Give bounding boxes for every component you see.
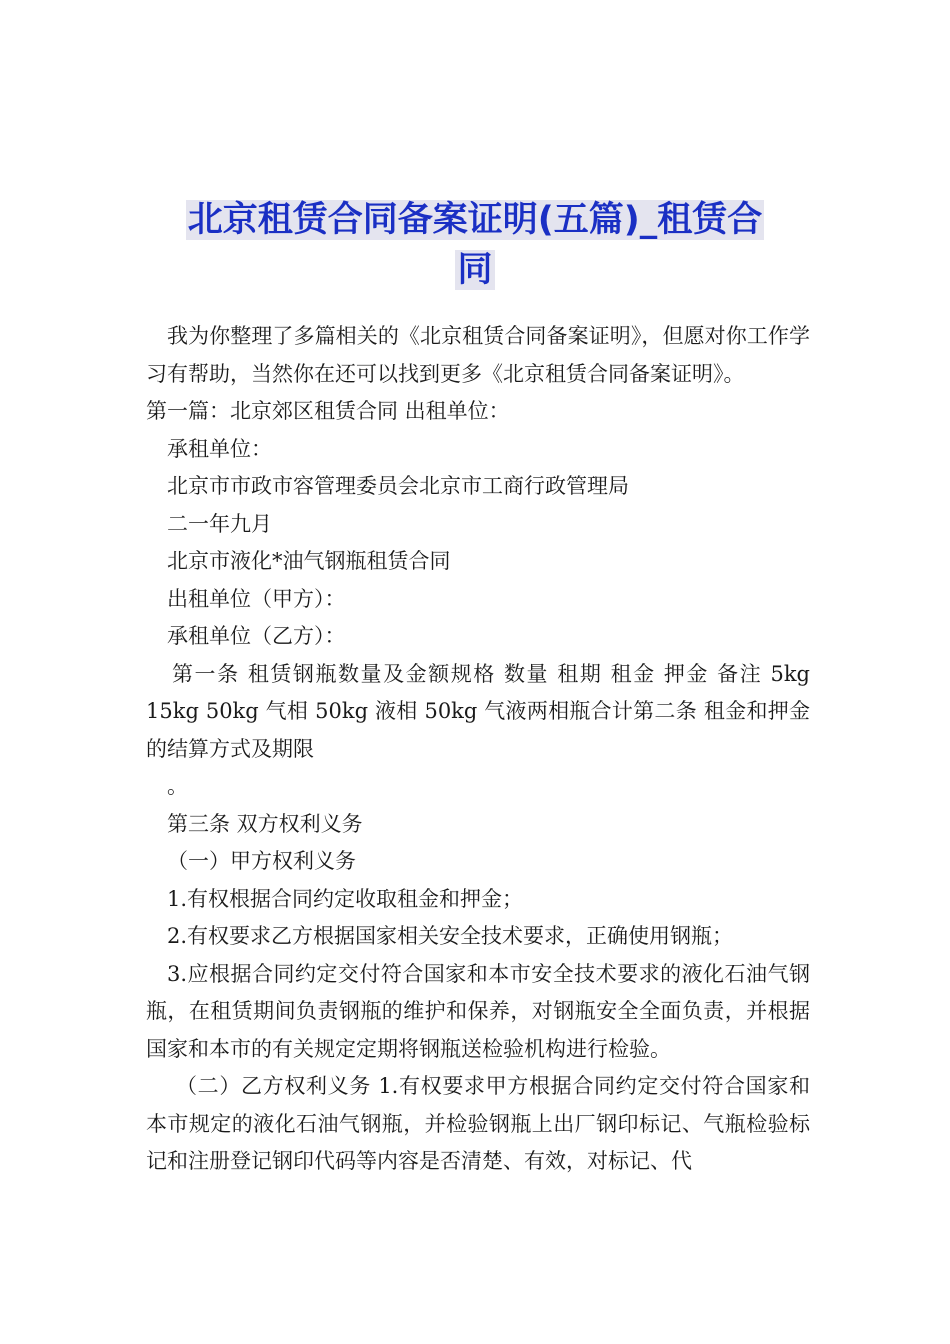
body-line: 出租单位（甲方）： xyxy=(167,586,346,611)
intro-paragraph: 我为你整理了多篇相关的《北京租赁合同备案证明》，但愿对你工作学习有帮助，当然你在还可以找到更多《北京租赁合同备案证明》。 xyxy=(146,324,810,386)
clause-paragraph: （二）乙方权利义务 1.有权要求甲方根据合同约定交付符合国家和本市规定的液化石油气钢瓶，并检验钢瓶上出厂钢印标记、气瓶检验标记和注册登记钢印代码等内容是否清楚、有效，对标记、代 xyxy=(146,1074,810,1173)
body-line: 承租单位： xyxy=(167,436,272,461)
title-line-2: 同 xyxy=(457,250,493,291)
body-line: 。 xyxy=(167,774,188,798)
list-item: 2.有权要求乙方根据国家相关安全技术要求，正确使用钢瓶； xyxy=(167,924,734,948)
clause-paragraph: 第一条 租赁钢瓶数量及金额规格 数量 租期 租金 押金 备注 5kg 15kg 50kg 气相 50kg 液相 50kg 气液两相瓶合计第二条 租金和押金的结算方式及期限 xyxy=(146,661,810,761)
section-heading: 第一篇：北京郊区租赁合同 出租单位： xyxy=(146,399,510,423)
list-item: 1.有权根据合同约定收取租金和押金； xyxy=(167,886,524,911)
body-line: 二一年九月 xyxy=(167,511,272,536)
document-body xyxy=(146,318,810,1181)
body-line: 北京市市政市容管理委员会北京市工商行政管理局 xyxy=(167,474,629,498)
title-line-1: 北京租赁合同备案证明(五篇)_租赁合 xyxy=(187,200,763,241)
body-line: 承租单位（乙方）： xyxy=(167,624,346,648)
body-line: 第三条 双方权利义务 xyxy=(167,811,363,836)
body-line: 北京市液化*油气钢瓶租赁合同 xyxy=(167,549,451,573)
body-line: （一）甲方权利义务 xyxy=(167,849,356,873)
list-item: 3.应根据合同约定交付符合国家和本市安全技术要求的液化石油气钢瓶，在租赁期间负责钢瓶的维护和保养，对钢瓶安全全面负责，并根据国家和本市的有关规定定期将钢瓶送检验机构进行检验。 xyxy=(146,961,810,1061)
document-title xyxy=(0,195,950,295)
